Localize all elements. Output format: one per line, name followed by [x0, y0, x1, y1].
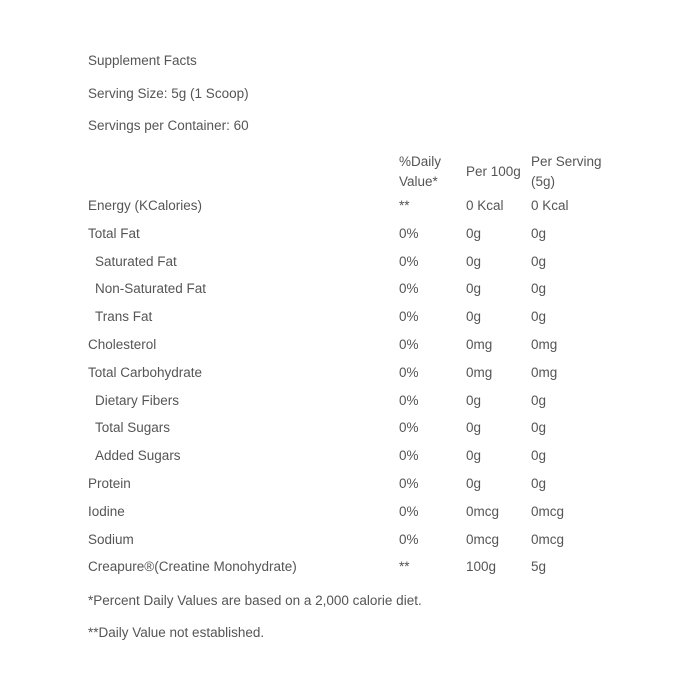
per-serving-value: 0g	[531, 225, 547, 241]
daily-value: 0%	[399, 309, 419, 325]
table-row	[88, 281, 621, 309]
nutrient-name: Iodine	[88, 503, 125, 519]
per-serving-value: 0g	[531, 281, 547, 297]
table-row	[88, 365, 621, 393]
daily-value: 0%	[399, 503, 419, 519]
nutrient-name: Added Sugars	[95, 448, 181, 464]
nutrient-name: Non-Saturated Fat	[95, 281, 207, 297]
table-row	[88, 198, 621, 226]
per-100g-value: 0mg	[466, 336, 493, 352]
header-per-100g: Per 100g	[466, 164, 521, 179]
daily-value: 0%	[399, 420, 419, 436]
nutrient-name: Creapure®(Creatine Monohydrate)	[88, 559, 297, 575]
table-row	[88, 504, 621, 532]
per-100g-value: 0g	[466, 475, 482, 491]
table-header-row	[88, 152, 621, 198]
panel-title: Supplement Facts	[88, 53, 197, 68]
per-serving-value: 0g	[531, 448, 547, 464]
per-100g-value: 0mcg	[466, 531, 500, 547]
header-per-serving-line1: Per Serving	[531, 154, 602, 169]
per-serving-value: 0g	[531, 392, 547, 408]
per-100g-value: 0mcg	[466, 503, 500, 519]
per-serving-value: 0mg	[531, 364, 558, 380]
per-100g-value: 0g	[466, 448, 482, 464]
table-row	[88, 309, 621, 337]
per-serving-value: 0g	[531, 253, 547, 269]
table-row	[88, 393, 621, 421]
daily-value: 0%	[399, 475, 419, 491]
daily-value: 0%	[399, 392, 419, 408]
per-serving-value: 0mcg	[531, 531, 565, 547]
per-serving-value: 0g	[531, 475, 547, 491]
per-100g-value: 0g	[466, 309, 482, 325]
per-100g-value: 0g	[466, 225, 482, 241]
daily-value: 0%	[399, 531, 419, 547]
per-serving-value: 5g	[531, 559, 547, 575]
per-100g-value: 0 Kcal	[466, 198, 504, 213]
header-nutrient	[88, 152, 399, 198]
daily-value: 0%	[399, 336, 419, 352]
header-per-serving-line2: (5g)	[531, 174, 556, 189]
serving-size: Serving Size: 5g (1 Scoop)	[88, 86, 249, 101]
per-serving-value: 0g	[531, 420, 547, 436]
per-serving-value: 0g	[531, 309, 547, 325]
nutrient-name: Protein	[88, 475, 131, 491]
nutrient-name: Trans Fat	[95, 309, 153, 325]
footnote-percent-daily-values: *Percent Daily Values are based on a 2,000 calorie diet.	[88, 593, 422, 608]
table-row	[88, 448, 621, 476]
nutrient-name: Total Fat	[88, 225, 140, 241]
daily-value: 0%	[399, 281, 419, 297]
nutrient-name: Energy (KCalories)	[88, 198, 203, 213]
per-serving-value: 0mcg	[531, 503, 565, 519]
table-row	[88, 559, 621, 587]
nutrient-name: Dietary Fibers	[95, 392, 180, 408]
table-row	[88, 254, 621, 282]
header-per-serving	[531, 152, 621, 198]
daily-value: 0%	[399, 364, 419, 380]
table-row	[88, 420, 621, 448]
nutrient-name: Total Carbohydrate	[88, 364, 203, 380]
nutrient-name: Sodium	[88, 531, 134, 547]
nutrition-table	[88, 152, 621, 587]
footnote-daily-value-not-established: **Daily Value not established.	[88, 625, 265, 640]
per-100g-value: 0g	[466, 281, 482, 297]
per-serving-value: 0 Kcal	[531, 198, 569, 213]
per-100g-value: 0g	[466, 420, 482, 436]
daily-value: **	[399, 198, 410, 213]
servings-per-container: Servings per Container: 60	[88, 118, 249, 133]
table-row	[88, 337, 621, 365]
nutrient-name: Saturated Fat	[95, 253, 177, 269]
daily-value: 0%	[399, 225, 419, 241]
nutrient-name: Cholesterol	[88, 336, 157, 352]
header-daily-value-line2: Value*	[399, 174, 438, 189]
per-100g-value: 0g	[466, 392, 482, 408]
per-100g-value: 100g	[466, 559, 497, 575]
table-row	[88, 226, 621, 254]
per-100g-value: 0mg	[466, 364, 493, 380]
header-daily-value-line1: %Daily	[399, 154, 442, 169]
daily-value: **	[399, 559, 410, 575]
daily-value: 0%	[399, 253, 419, 269]
table-row	[88, 476, 621, 504]
header-daily-value	[399, 152, 466, 198]
per-100g-value: 0g	[466, 253, 482, 269]
per-serving-value: 0mg	[531, 336, 558, 352]
daily-value: 0%	[399, 448, 419, 464]
table-row	[88, 532, 621, 560]
nutrient-name: Total Sugars	[95, 420, 171, 436]
